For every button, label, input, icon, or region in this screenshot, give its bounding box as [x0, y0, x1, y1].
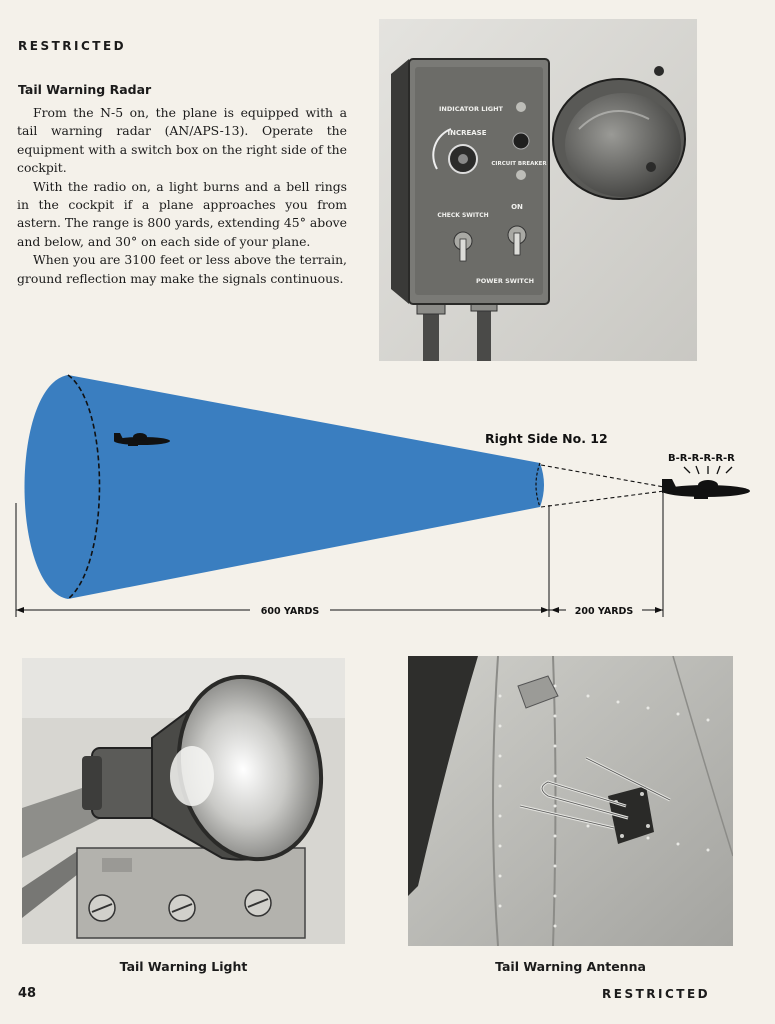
- label-on: ON: [511, 203, 523, 211]
- switch-box-photo: [379, 19, 697, 361]
- header-restricted-label: RESTRICTED: [18, 39, 127, 53]
- tail-warning-light-illustration: [22, 658, 345, 944]
- paragraph-1: From the N-5 on, the plane is equipped with a tail warning radar (AN/APS-13). Operate the equipment with a switch box on the right side of the cockpit.: [17, 105, 347, 176]
- radar-range-diagram: [0, 365, 775, 625]
- caption-tail-warning-light: Tail Warning Light: [119, 959, 248, 974]
- switch-box-illustration: [379, 19, 697, 361]
- beam-lower: [541, 491, 664, 507]
- range-near-label: 200 YARDS: [574, 606, 634, 617]
- caption-tail-warning-antenna: Tail Warning Antenna: [495, 959, 646, 974]
- label-indicator-light: INDICATOR LIGHT: [439, 105, 503, 113]
- beam-upper: [541, 465, 664, 487]
- range-far-label: 600 YARDS: [260, 606, 320, 617]
- tail-warning-antenna-photo: [408, 656, 733, 946]
- body-text: [17, 104, 347, 288]
- paragraph-2: With the radio on, a light burns and a bell rings in the cockpit if a plane approaches you from astern. The range is 800 yards, extending 45° above and below, and 30° on each side of your plane.: [17, 178, 347, 249]
- tail-warning-light-photo: [22, 658, 345, 944]
- label-circuit-breaker: CIRCUIT BREAKER: [491, 161, 547, 167]
- label-increase: INCREASE: [447, 129, 487, 137]
- section-title: Tail Warning Radar: [18, 82, 152, 97]
- own-plane-icon: [662, 479, 750, 499]
- side-label: Right Side No. 12: [485, 431, 608, 446]
- footer-restricted-label: RESTRICTED: [602, 987, 711, 1001]
- sound-lines: [684, 466, 732, 474]
- label-power-switch: POWER SWITCH: [475, 277, 535, 285]
- label-check-switch: CHECK SWITCH: [437, 212, 489, 219]
- paragraph-3: When you are 3100 feet or less above the terrain, ground reflection may make the signals continuous.: [17, 252, 347, 286]
- radar-cone: [25, 375, 545, 599]
- page-number: 48: [18, 986, 37, 1001]
- tail-warning-antenna-illustration: [408, 656, 733, 946]
- sound-label: B-R-R-R-R-R: [668, 453, 735, 464]
